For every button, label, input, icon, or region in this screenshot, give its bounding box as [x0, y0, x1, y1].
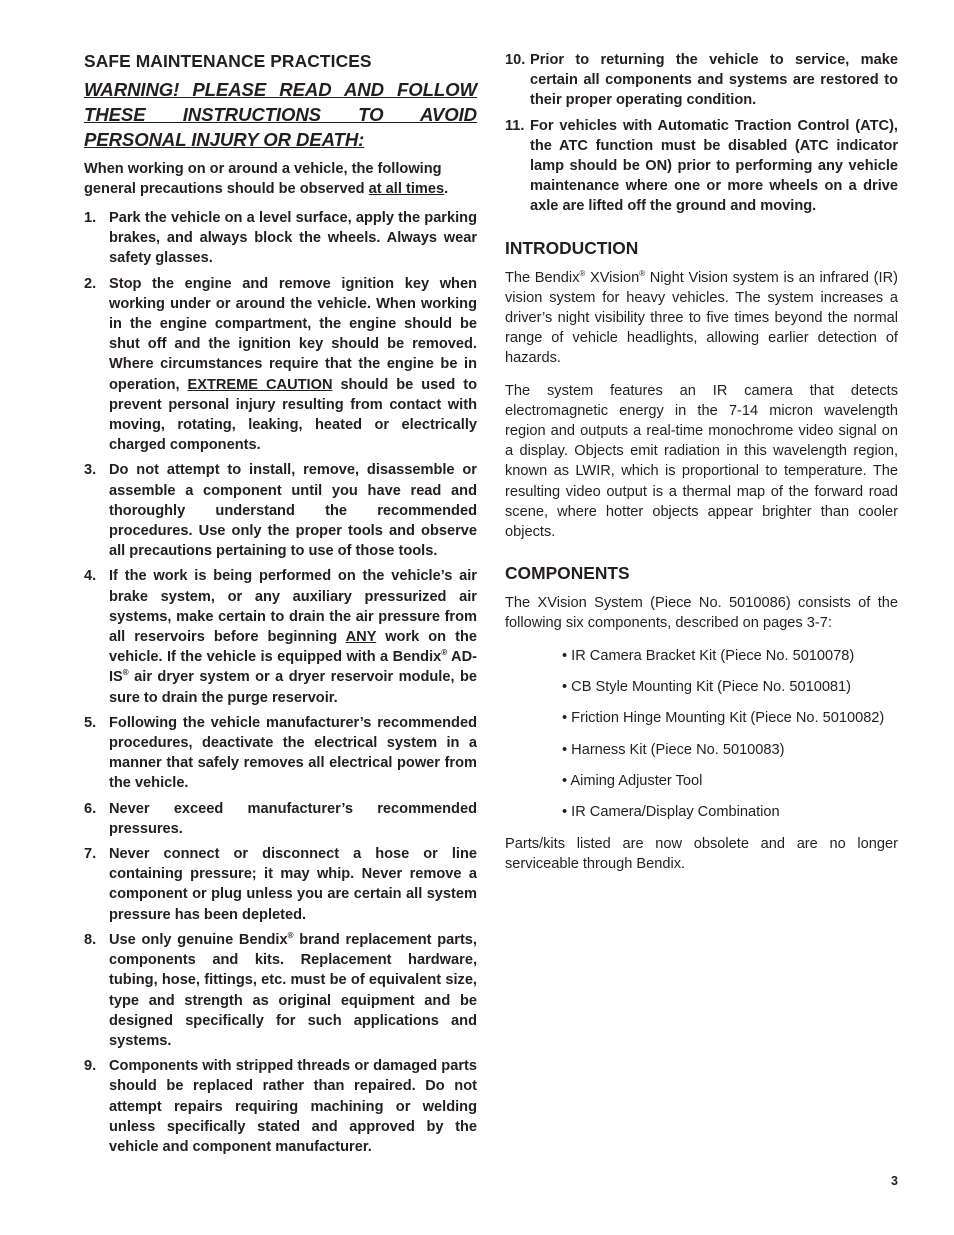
left-column	[84, 50, 477, 1162]
item-number: 3.	[84, 462, 97, 479]
introduction-heading: INTRODUCTION	[505, 237, 639, 258]
intro-text-part: Night Vision system is an infrared (IR) vision system for heavy vehicles. The system increases a driver’s night visibility three to five times beyond the normal range of vehicle headlights, allowing earlier detection of hazards.	[505, 269, 898, 367]
safety-intro	[84, 160, 477, 200]
component-item: • IR Camera Bracket Kit (Piece No. 5010078)	[562, 647, 855, 664]
safety-item-4	[84, 566, 477, 707]
introduction-paragraph-1	[505, 268, 898, 369]
component-item: • Friction Hinge Mounting Kit (Piece No. 5010082)	[562, 710, 885, 727]
item-text: Never connect or disconnect a hose or line containing pressure; it may whip. Never remove a component or plug unless you are certain all system pressure has been depleted.	[109, 846, 477, 923]
item-number: 4.	[84, 568, 97, 585]
item-text: Following the vehicle manufacturer’s recommended procedures, deactivate the electrical system in a manner that safely removes all electrical power from the vehicle.	[109, 714, 477, 792]
right-column	[505, 50, 898, 887]
item-number: 7.	[84, 846, 97, 863]
registered-mark: ®	[639, 268, 646, 278]
safety-item-11	[505, 116, 898, 217]
item-text	[109, 274, 477, 456]
registered-mark: ®	[122, 668, 129, 678]
registered-mark: ®	[579, 268, 586, 278]
item-number: 1.	[84, 209, 97, 226]
item-text-emphasis: EXTREME CAUTION	[187, 376, 333, 393]
item-text: Components with stripped threads or damaged parts should be replaced rather than repaired. Do not attempt repairs requiring machining or welding unless specifically stated and approved by the vehicle and component manufacturer.	[109, 1058, 477, 1155]
item-text: For vehicles with Automatic Traction Control (ATC), the ATC function must be disabled (ATC indicator lamp should be ON) prior to performing any vehicle maintenance where one or more wheels on a drive axle are lifted off the ground and moving.	[530, 117, 898, 215]
safety-item-6	[84, 799, 477, 839]
safety-intro-text: When working on or around a vehicle, the following general precautions should be observed	[84, 161, 442, 198]
component-item: • IR Camera/Display Combination	[562, 804, 780, 821]
item-number: 10.	[505, 52, 526, 68]
safety-list-continued	[505, 50, 898, 217]
item-number: 2.	[84, 275, 97, 292]
component-item: • CB Style Mounting Kit (Piece No. 5010081)	[562, 678, 852, 695]
item-text	[109, 566, 477, 707]
item-text: Never exceed manufacturer’s recommended pressures.	[109, 800, 477, 837]
components-list	[562, 646, 898, 822]
intro-text-part: The Bendix	[505, 269, 580, 286]
safety-item-9	[84, 1056, 477, 1157]
item-text-part: Stop the engine and remove ignition key when working under or around the vehicle. When working in the engine compartment, the engine should be shut off and the ignition key should be removed. Where circumstances require that the engine be in operation,	[109, 275, 477, 393]
components-heading: COMPONENTS	[505, 563, 630, 584]
safety-intro-emphasis: at all times	[368, 181, 445, 198]
safety-item-2	[84, 274, 477, 456]
components-intro: The XVision System (Piece No. 5010086) consists of the following six components, described on pages 3-7:	[505, 595, 898, 632]
item-text-part: If the work is being performed on the vehicle’s air brake system, or any auxiliary pressurized air systems, make certain to drain the air pressure from all reservoirs before beginning	[109, 568, 477, 646]
safety-item-7	[84, 844, 477, 925]
item-text: Park the vehicle on a level surface, apply the parking brakes, and always block the wheels. Always wear safety glasses.	[109, 209, 477, 267]
registered-mark: ®	[441, 648, 448, 658]
safety-item-1	[84, 208, 477, 269]
safety-warning: WARNING! PLEASE READ AND FOLLOW THESE INSTRUCTIONS TO AVOID PERSONAL INJURY OR DEATH:	[84, 79, 477, 150]
safety-item-5	[84, 713, 477, 794]
item-text: Prior to returning the vehicle to service, make certain all components and systems are restored to their proper operating condition.	[530, 52, 898, 109]
item-text-part: air dryer system or a dryer reservoir module, be sure to drain the purge reservoir.	[109, 669, 477, 706]
safety-intro-end: .	[444, 181, 449, 198]
item-number: 5.	[84, 714, 97, 731]
item-text-emphasis: ANY	[345, 629, 377, 646]
component-item: • Aiming Adjuster Tool	[562, 772, 703, 789]
item-text: Do not attempt to install, remove, disassemble or assemble a component until you have read and thoroughly understand the recommended procedures. Use only the proper tools and observe all precautions pertaining to use of those tools.	[109, 462, 477, 560]
item-text-part: work on the vehicle. If the vehicle is equipped with a Bendix	[109, 629, 477, 666]
item-text-part: should be used to prevent personal injury resulting from contact with moving, rotating, leaking, heated or electrically charged components.	[109, 376, 478, 454]
page-number: 3	[891, 1174, 898, 1188]
item-number: 11.	[505, 117, 525, 134]
safety-item-8	[84, 930, 477, 1051]
component-item: • Harness Kit (Piece No. 5010083)	[562, 741, 785, 758]
safety-item-10	[505, 50, 898, 111]
safety-list	[84, 208, 477, 1157]
intro-text-part: XVision	[585, 269, 640, 286]
safety-heading: SAFE MAINTENANCE PRACTICES	[84, 51, 372, 71]
item-number: 8.	[84, 931, 97, 948]
introduction-paragraph-2: The system features an IR camera that detects electromagnetic energy in the 7-14 micron wavelength region and outputs a real-time monochrome video signal on a display. Objects emit radiation in this wavelength region, known as LWIR, which is proportional to temperature. The resulting video output is a thermal map of the forward road scene, where hotter objects appear brighter than cooler objects.	[505, 382, 898, 541]
safety-item-3	[84, 460, 477, 561]
components-note: Parts/kits listed are now obsolete and are no longer serviceable through Bendix.	[505, 836, 898, 873]
item-number: 6.	[84, 800, 97, 817]
item-text	[109, 930, 477, 1051]
registered-mark: ®	[287, 931, 294, 941]
item-number: 9.	[84, 1058, 97, 1075]
item-text-part: AD-IS	[109, 649, 477, 686]
item-text-part: brand replacement parts, components and kits. Replacement hardware, tubing, hose, fittings, etc. must be of equivalent size, type and strength as original equipment and be designed specifically for such applications and systems.	[109, 931, 477, 1049]
item-text-part: Use only genuine Bendix	[109, 931, 288, 948]
